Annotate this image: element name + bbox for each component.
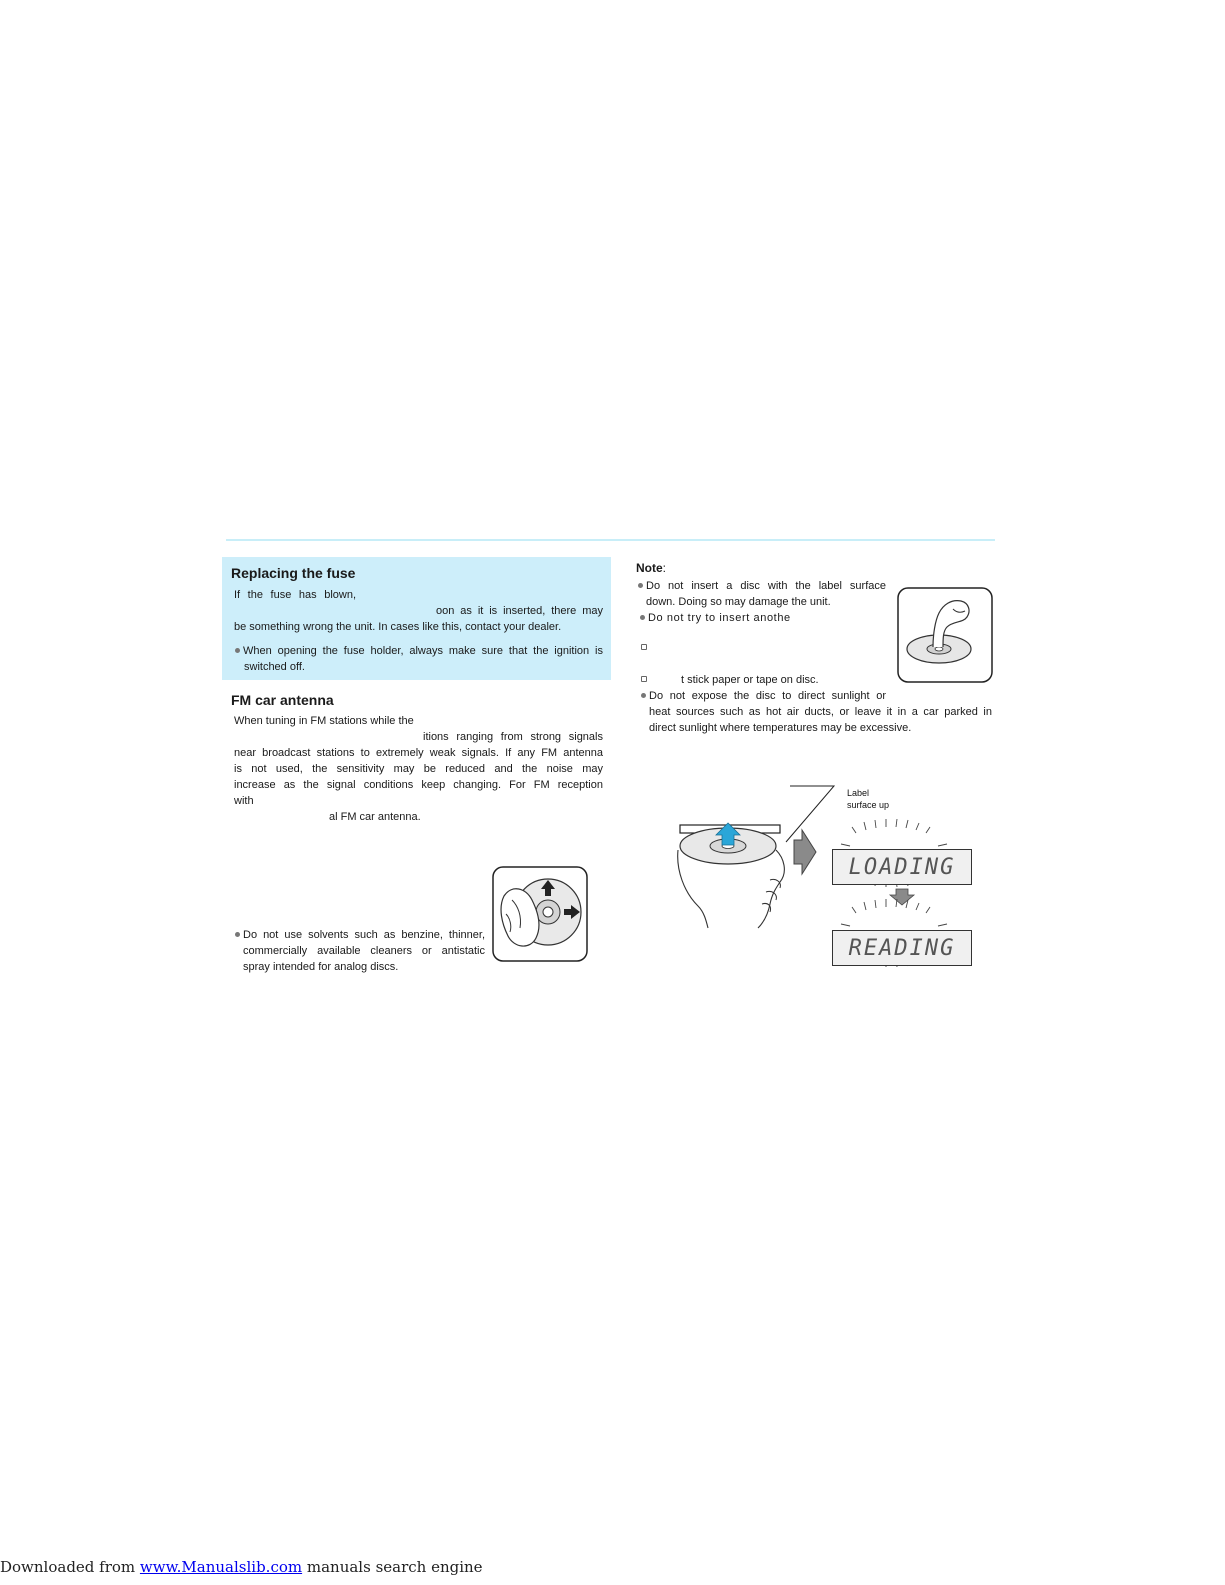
fuse-text-line1: If the fuse has blown, bbox=[234, 589, 356, 601]
clean-bullet-line1: Do not use solvents such as benzine, thinner, bbox=[235, 927, 485, 943]
note-line5c: direct sunlight where temperatures may be excessive. bbox=[649, 722, 912, 734]
bullet-icon bbox=[641, 693, 646, 698]
bullet-icon bbox=[640, 615, 645, 620]
bullet-icon bbox=[641, 644, 647, 650]
manualslib-link[interactable]: www.Manualslib.com bbox=[139, 1558, 303, 1576]
footer-prefix: Downloaded from bbox=[0, 1558, 140, 1576]
fuse-bullet-line2: switched off. bbox=[244, 661, 305, 673]
note-line5b: heat sources such as hot air ducts, or leave it in a car parked in bbox=[649, 706, 992, 718]
lcd-loading-text: LOADING bbox=[848, 854, 956, 880]
fuse-text-line2: oon as it is inserted, there may bbox=[436, 605, 603, 617]
fuse-text-line3: be something wrong the unit. In cases like this, contact your dealer. bbox=[234, 621, 562, 633]
note-line1a: Do not insert a disc with the label surface bbox=[638, 578, 886, 594]
fm-line6: with bbox=[234, 795, 254, 807]
bullet-icon bbox=[638, 583, 643, 588]
bullet-icon bbox=[235, 648, 240, 653]
clean-bullet-line3: spray intended for analog discs. bbox=[243, 961, 399, 973]
fuse-bullet-line1: When opening the fuse holder, always make sure that the ignition is bbox=[235, 643, 603, 659]
clean-bullet-line2: commercially available cleaners or antistatic bbox=[243, 945, 485, 957]
fm-line1: When tuning in FM stations while the bbox=[234, 715, 414, 727]
fuse-heading: Replacing the fuse bbox=[231, 565, 356, 581]
lcd-reading-text: READING bbox=[848, 935, 956, 961]
fm-line7: al FM car antenna. bbox=[329, 811, 421, 823]
bullet-icon bbox=[641, 676, 647, 682]
disc-handling-illustration bbox=[897, 587, 993, 683]
note-heading: Note: bbox=[636, 561, 667, 575]
lcd-display-loading bbox=[832, 849, 972, 885]
note-bullet3 bbox=[641, 640, 650, 656]
fm-line3: near broadcast stations to extremely weak signals. If any FM antenna bbox=[234, 747, 603, 759]
note-line5a: Do not expose the disc to direct sunlight or bbox=[641, 688, 886, 704]
note-line2: Do not try to insert anothe bbox=[640, 610, 791, 626]
label-surface-label-line2: surface up bbox=[847, 800, 890, 810]
footer-suffix: manuals search engine bbox=[302, 1558, 483, 1576]
section-divider bbox=[226, 539, 995, 541]
label-surface-label-line1: Label bbox=[847, 788, 870, 798]
fm-line4: is not used, the sensitivity may be reduced and the noise may bbox=[234, 763, 603, 775]
footer-download-note bbox=[0, 1558, 483, 1576]
note-line4: t stick paper or tape on disc. bbox=[641, 672, 819, 688]
fm-heading: FM car antenna bbox=[231, 692, 334, 708]
bullet-icon bbox=[235, 932, 240, 937]
fm-line2: itions ranging from strong signals bbox=[423, 731, 603, 743]
note-line1b: down. Doing so may damage the unit. bbox=[646, 596, 831, 608]
lcd-display-reading bbox=[832, 930, 972, 966]
disc-cleaning-illustration bbox=[492, 866, 588, 962]
fm-line5: increase as the signal conditions keep changing. For FM reception bbox=[234, 779, 603, 791]
